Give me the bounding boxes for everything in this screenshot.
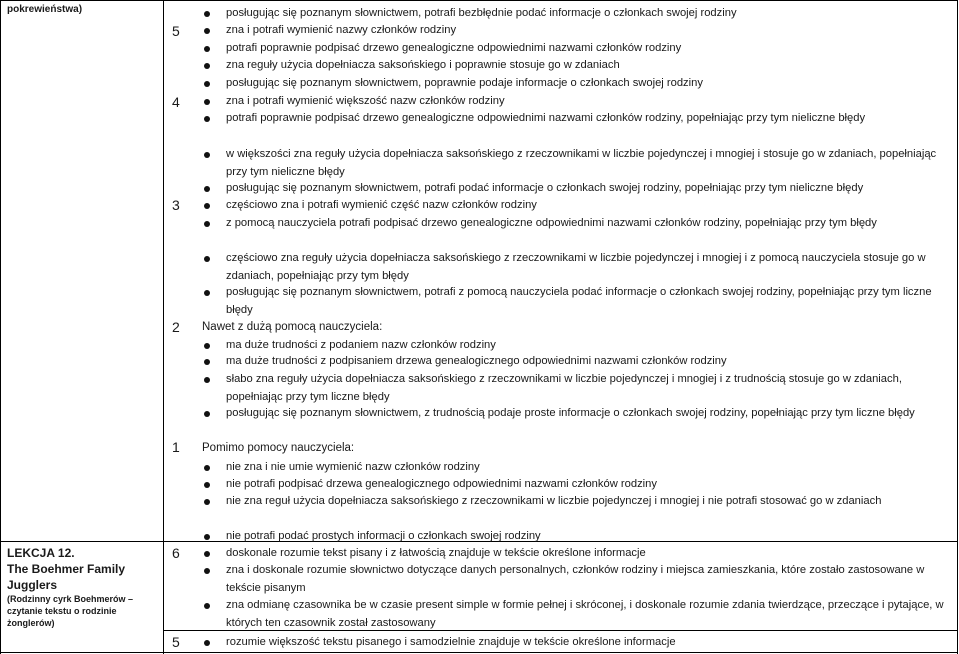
bullet [204,11,210,17]
criterion-item: zna odmianę czasownika be w czasie present simple w formie pełnej i skróconej, i doskonale rozumie zdania twierdzące, przeczące i pytające, w których ten czasownik został zastosowany [226,599,944,629]
lesson-desc-line3: żonglerów) [7,618,55,628]
bullet [204,290,210,296]
bullet [204,221,210,227]
bullet [204,551,210,557]
bullet [204,568,210,574]
grade-2: 2 [172,319,180,335]
criterion-item: z pomocą nauczyciela potrafi podpisać drzewo genealogiczne odpowiednimi nazwami członków rodziny, popełniając przy tym błędy [226,217,877,229]
lesson-title-line2: Jugglers [7,578,58,592]
bullet [204,411,210,417]
bullet [204,256,210,262]
lesson-desc-line1: (Rodzinny cyrk Boehmerów – [7,594,134,604]
grade-3: 3 [172,197,180,213]
bullet [204,203,210,209]
grade-4: 4 [172,94,180,110]
bullet [204,152,210,158]
criterion-item: posługując się poznanym słownictwem, z trudnością podaje proste informacje o członkach swojej rodziny, popełniając przy tym liczne błędy [226,407,915,419]
bullet [204,359,210,365]
criterion-item: rozumie większość tekstu pisanego i samodzielnie znajduje w tekście określone informacje [226,636,676,648]
criterion-item: słabo zna reguły użycia dopełniacza saksońskiego z rzeczownikami w liczbie pojedynczej i mnogiej i z trudnością stosuje go w zdaniach, popełniając przy tym liczne błędy [226,373,902,403]
criterion-item: posługując się poznanym słownictwem, potrafi z pomocą nauczyciela podać informacje o członkach swojej rodziny, popełniając przy tym liczne błędy [226,286,932,316]
grade-5-lower: 5 [172,634,180,650]
bullet [204,499,210,505]
grade-2-intro: Nawet z dużą pomocą nauczyciela: [202,321,383,333]
criterion-item: w większości zna reguły użycia dopełniacza saksońskiego z rzeczownikami w liczbie pojedynczej i mnogiej i stosuje go w zdaniach, popełniając przy tym nieliczne błędy [226,148,937,178]
bullet [204,63,210,69]
criterion-item: potrafi poprawnie podpisać drzewo genealogiczne odpowiednimi nazwami członków rodziny, popełniając przy tym nieliczne błędy [226,112,866,124]
criterion-item: nie zna reguł użycia dopełniacza saksońskiego z rzeczownikami w liczbie pojedynczej i mnogiej i nie potrafi stosować go w zdaniach [226,495,882,507]
bullet [204,640,210,646]
table-border-left [0,0,1,654]
criterion-item: zna i doskonale rozumie słownictwo dotyczące danych personalnych, członków rodziny i miejsca zamieszkania, które zostało zastosowane w tekście pisanym [226,564,925,594]
table-border-right [957,0,958,654]
lesson-info [7,545,159,629]
criterion-item: potrafi poprawnie podpisać drzewo genealogiczne odpowiednimi nazwami członków rodziny [226,42,682,54]
criterion-item: zna i potrafi wymienić nazwy członków rodziny [226,24,457,36]
lesson-number: LEKCJA 12. [7,546,75,560]
criterion-item: ma duże trudności z podpisaniem drzewa genealogicznego odpowiednimi nazwami członków rodziny [226,355,727,367]
criterion-item: nie zna i nie umie wymienić nazw członków rodziny [226,461,480,473]
criterion-item: zna reguły użycia dopełniacza saksońskiego i poprawnie stosuje go w zdaniach [226,59,620,71]
bullet [204,186,210,192]
grade-1-intro: Pomimo pomocy nauczyciela: [202,442,355,454]
criterion-item: posługując się poznanym słownictwem, potrafi podać informacje o członkach swojej rodziny, popełniając przy tym nieliczne błędy [226,182,864,194]
criterion-item: ma duże trudności z podaniem nazw członków rodziny [226,339,496,351]
bullet [204,465,210,471]
bullet [204,116,210,122]
bullet [204,28,210,34]
grade-6: 6 [172,545,180,561]
criterion-item: częściowo zna reguły użycia dopełniacza saksońskiego z rzeczownikami w liczbie pojedynczej i mnogiej i z pomocą nauczyciela stosuje go w zdaniach, popełniając przy tym błędy [226,252,926,282]
bullet [204,534,210,540]
row-divider-top [0,0,958,1]
grade-1: 1 [172,439,180,455]
bullet [204,377,210,383]
grade-5-upper: 5 [172,23,180,39]
criterion-item: zna i potrafi wymienić większość nazw członków rodziny [226,95,505,107]
criterion-item: posługując się poznanym słownictwem, poprawnie podaje informacje o członkach swojej rodziny [226,77,703,89]
criterion-item: nie potrafi podać prostych informacji o członkach swojej rodziny [226,530,541,542]
bullet [204,603,210,609]
criterion-item: częściowo zna i potrafi wymienić część nazw członków rodziny [226,199,537,211]
table-border-bottom [0,652,958,653]
lesson-desc-line2: czytanie tekstu o rodzinie [7,606,117,616]
lesson-title-line1: The Boehmer Family [7,562,126,576]
category-label: pokrewieństwa) [7,4,83,15]
criterion-item: nie potrafi podpisać drzewa genealogicznego odpowiednimi nazwami członków rodziny [226,478,657,490]
bullet [204,99,210,105]
criterion-item: posługując się poznanym słownictwem, potrafi bezbłędnie podać informacje o członkach swojej rodziny [226,7,737,19]
bullet [204,81,210,87]
criterion-item: doskonale rozumie tekst pisany i z łatwością znajduje w tekście określone informacje [226,547,646,559]
bullet [204,46,210,52]
bullet [204,482,210,488]
column-divider [163,0,164,654]
bullet [204,343,210,349]
